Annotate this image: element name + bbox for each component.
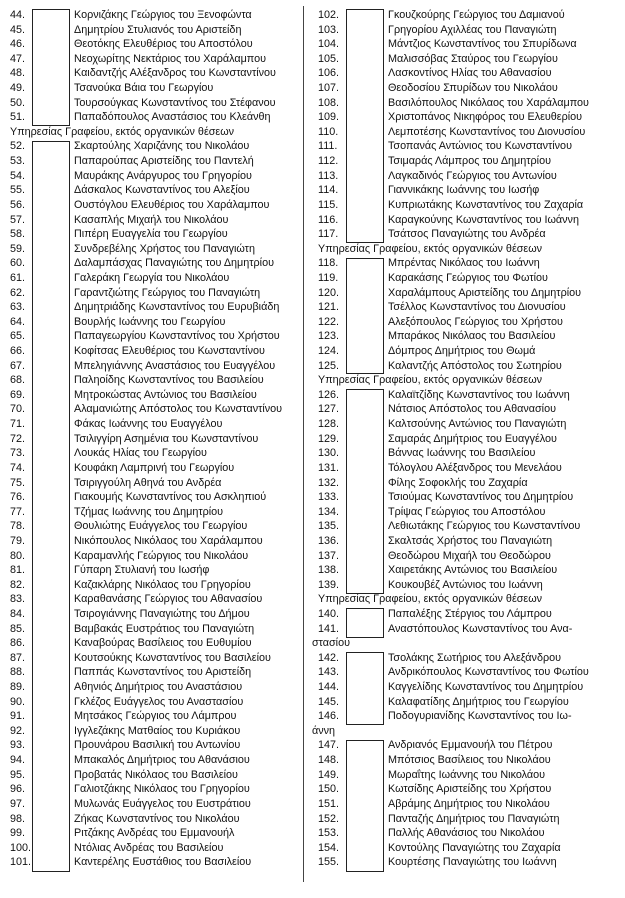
entry-number: 51.: [10, 111, 26, 124]
entry-name: Θεοδώρου Μιχαήλ του Θεοδώρου: [388, 549, 551, 562]
entry-number: 73.: [10, 447, 26, 460]
entry-name: Αβράμης Δημήτριος του Νικολάου: [388, 797, 550, 810]
entry-name: Γρηγορίου Αχιλλέας του Παναγιώτη: [388, 23, 557, 36]
entry-number: 76.: [10, 491, 26, 504]
entry-number: 155.: [318, 856, 340, 869]
entry-number: 85.: [10, 622, 26, 635]
entry-name: Γύπαρη Στυλιανή του Ιωσήφ: [74, 564, 210, 577]
entry-name: Θεοτόκης Ελευθέριος του Αποστόλου: [74, 38, 253, 51]
entry-name: Βάννας Ιωάννης του Βασιλείου: [388, 447, 536, 460]
entry-name: Κουκουβέζ Αντώνιος του Ιωάννη: [388, 578, 543, 591]
entry-name: Ανδρικόπουλος Κωνσταντίνος του Φωτίου: [388, 666, 589, 679]
entry-name: Γαλιοτζάκης Νικόλαος του Γρηγορίου: [74, 783, 250, 796]
section-header-text: Υπηρεσίας Γραφείου, εκτός οργανικών θέσεων: [318, 374, 543, 387]
entry-number: 122.: [318, 315, 340, 328]
entry-name: Νεοχωρίτης Νεκτάριος του Χαράλαμπου: [74, 52, 267, 65]
entry-name: Γαλεράκη Γεωργία του Νικολάου: [74, 271, 230, 284]
entry-number: 72.: [10, 432, 26, 445]
entry-number: 82.: [10, 578, 26, 591]
entry-number: 154.: [318, 841, 340, 854]
entry-name: Καλαϊτζίδης Κωνσταντίνος του Ιωάννη: [388, 388, 570, 401]
entry-number: 61.: [10, 271, 26, 284]
entry-number: 96.: [10, 783, 26, 796]
entry-number: 90.: [10, 695, 26, 708]
entry-number: 88.: [10, 666, 26, 679]
entry-number: 81.: [10, 564, 26, 577]
entry-name: Τσολάκης Σωτήριος του Αλεξάνδρου: [388, 651, 562, 664]
entry-name: Καναβούρας Βασίλειος του Ευθυμίου: [74, 637, 252, 650]
entry-name: Κυπριωτάκης Κωνσταντίνος του Ζαχαρία: [388, 198, 584, 211]
entry-number: 70.: [10, 403, 26, 416]
right-column: [310, 8, 625, 870]
entry-name: Νάτσιος Απόστολος του Αθανασίου: [388, 403, 556, 416]
entry-number: 150.: [318, 783, 340, 796]
entry-name: Ιγγλεζάκης Ματθαίος του Κυριάκου: [74, 724, 241, 737]
entry-number: 148.: [318, 754, 340, 767]
entry-number: 138.: [318, 564, 340, 577]
section-header: [310, 242, 625, 257]
entry-name: Γαραντζιώτης Γεώργιος του Παναγιώτη: [74, 286, 261, 299]
entry-number: 67.: [10, 359, 26, 372]
entry-number: 80.: [10, 549, 26, 562]
entry-name: Δάσκαλος Κωνσταντίνος του Αλεξίου: [74, 184, 250, 197]
entry-name: Τσιλιγγίρη Ασημένια του Κωνσταντίνου: [74, 432, 259, 445]
entry-number: 87.: [10, 651, 26, 664]
entry-number: 57.: [10, 213, 26, 226]
entry-number: 89.: [10, 681, 26, 694]
entry-name: Γιαννικάκης Ιωάννης του Ιωσήφ: [388, 184, 540, 197]
entry-number: 84.: [10, 607, 26, 620]
entry-number: 78.: [10, 520, 26, 533]
entry-name: Κοντούλης Παναγιώτης του Ζαχαρία: [388, 841, 561, 854]
entry-name: Τρίψας Γεώργιος του Αποστόλου: [388, 505, 546, 518]
entry-number: 113.: [318, 169, 339, 182]
entry-name: Τσιμαράς Λάμπρος του Δημητρίου: [388, 155, 551, 168]
entry-name: Χριστοπάνος Νικηφόρος του Ελευθερίου: [388, 111, 583, 124]
entry-name: Καλαφατίδης Δημήτριος του Γεωργίου: [388, 695, 569, 708]
entry-number: 92.: [10, 724, 26, 737]
entry-name: Πιπέρη Ευαγγελία του Γεωργίου: [74, 228, 228, 241]
entry-name: Μαυράκης Ανάργυρος του Γρηγορίου: [74, 169, 252, 182]
entry-number: 112.: [318, 155, 339, 168]
entry-number: 56.: [10, 198, 26, 211]
entry-name: Ριτζάκης Ανδρέας του Εμμανουήλ: [74, 827, 235, 840]
entry-number: 105.: [318, 52, 340, 65]
entry-number: 120.: [318, 286, 340, 299]
redaction-box: [346, 740, 384, 872]
entry-name: Θεοδοσίου Σπυρίδων του Νικολάου: [388, 82, 558, 95]
entry-name: Καντερέλης Ευστάθιος του Βασιλείου: [74, 856, 252, 869]
entry-name: Παπαγεωργίου Κωνσταντίνος του Χρήστου: [74, 330, 280, 343]
entry-number: 93.: [10, 739, 26, 752]
left-column: [0, 8, 303, 870]
entry-name: Κουρτέσης Παναγιώτης του Ιωάννη: [388, 856, 557, 869]
entry-name: Σκαρτούλης Χαριζάνης του Νικολάου: [74, 140, 250, 153]
entry-number: 44.: [10, 9, 26, 21]
entry-name: Λαγκαδινός Γεώργιος του Αντωνίου: [388, 169, 557, 182]
entry-name: Μπότσιος Βασίλειος του Νικολάου: [388, 754, 551, 767]
entry-number: 55.: [10, 184, 26, 197]
entry-name: Φίλης Σοφοκλής του Ζαχαρία: [388, 476, 528, 489]
entry-name: Καγγελίδης Κωνσταντίνος του Δημητρίου: [388, 681, 584, 694]
entry-name: Τσοπανάς Αντώνιος του Κωνσταντίνου: [388, 140, 572, 153]
entry-number: 77.: [10, 505, 26, 518]
entry-number: 69.: [10, 388, 26, 401]
entry-name: Παππάς Κωνσταντίνος του Αριστείδη: [74, 666, 252, 679]
entry-number: 95.: [10, 768, 26, 781]
entry-name: Δαλαμπάσχας Παναγιώτης του Δημητρίου: [74, 257, 274, 270]
section-header-text: Υπηρεσίας Γραφείου, εκτός οργανικών θέσεων: [318, 242, 543, 255]
entry-name: Θουλιώτης Ευάγγελος του Γεωργίου: [74, 520, 248, 533]
entry-number: 103.: [318, 23, 340, 36]
entry-number: 152.: [318, 812, 340, 825]
entry-number: 116.: [318, 213, 339, 226]
entry-number: 46.: [10, 38, 26, 51]
entry-number: 129.: [318, 432, 340, 445]
entry-number: 146.: [318, 710, 340, 723]
entry-number: 132.: [318, 476, 340, 489]
entry-name: Κουτσούκης Κωνσταντίνος του Βασιλείου: [74, 651, 271, 664]
entry-number: 141.: [318, 622, 340, 635]
entry-number: 83.: [10, 593, 26, 606]
entry-name: Μητροκώστας Αντώνιος του Βασιλείου: [74, 388, 257, 401]
name-continuation: [310, 724, 625, 739]
entry-name: Σκαλτσάς Χρήστος του Παναγιώτη: [388, 534, 553, 547]
entry-number: 97.: [10, 797, 26, 810]
entry-number: 98.: [10, 812, 26, 825]
entry-number: 128.: [318, 418, 340, 431]
entry-name: Φάκας Ιωάννης του Ευαγγέλου: [74, 418, 223, 431]
entry-name: Μπεληγιάννης Αναστάσιος του Ευαγγέλου: [74, 359, 276, 372]
entry-name: Ανδριανός Εμμανουήλ του Πέτρου: [388, 739, 553, 752]
entry-name: Βασιλόπουλος Νικόλαος του Χαράλαμπου: [388, 96, 589, 109]
entry-name: Χαραλάμπους Αριστείδης του Δημητρίου: [388, 286, 582, 299]
entry-number: 86.: [10, 637, 26, 650]
entry-name: Προυνάρου Βασιλική του Αντωνίου: [74, 739, 241, 752]
entry-number: 119.: [318, 271, 339, 284]
entry-name: Παπαρούπας Αριστείδης του Παντελή: [74, 155, 254, 168]
entry-number: 65.: [10, 330, 26, 343]
section-header-text: Υπηρεσίας Γραφείου, εκτός οργανικών θέσεων: [10, 125, 235, 138]
entry-name: Καραγκούνης Κωνσταντίνος του Ιωάννη: [388, 213, 579, 226]
entry-number: 110.: [318, 125, 339, 138]
entry-number: 123.: [318, 330, 340, 343]
entry-name: Τσάτσος Παναγιώτης του Ανδρέα: [388, 228, 546, 241]
entry-number: 144.: [318, 681, 340, 694]
entry-name: Καζακλάρης Νικόλαος του Γρηγορίου: [74, 578, 251, 591]
entry-number: 66.: [10, 345, 26, 358]
entry-number: 114.: [318, 184, 339, 197]
entry-number: 68.: [10, 374, 26, 387]
entry-name: Βαμβακάς Ευστράτιος του Παναγιώτη: [74, 622, 255, 635]
section-header: [310, 592, 625, 607]
entry-number: 48.: [10, 67, 26, 80]
entry-number: 133.: [318, 491, 340, 504]
entry-number: 53.: [10, 155, 26, 168]
entry-name: Λεθιωτάκης Γεώργιος του Κωνσταντίνου: [388, 520, 581, 533]
entry-name: Πανταζής Δημήτριος του Παναγιώτη: [388, 812, 560, 825]
entry-number: 124.: [318, 345, 340, 358]
entry-number: 54.: [10, 169, 26, 182]
entry-number: 49.: [10, 82, 26, 95]
entry-number: 106.: [318, 67, 340, 80]
entry-name: Αλαμανιώτης Απόστολος του Κωνσταντίνου: [74, 403, 283, 416]
entry-number: 142.: [318, 651, 340, 664]
redaction-box: [346, 258, 384, 375]
entry-number: 108.: [318, 96, 340, 109]
entry-number: 74.: [10, 461, 26, 474]
entry-name: Ντόλιας Ανδρέας του Βασιλείου: [74, 841, 224, 854]
entry-name: Καλτσούνης Αντώνιος του Παναγιώτη: [388, 418, 567, 431]
entry-number: 140.: [318, 607, 340, 620]
name-continuation: [310, 636, 625, 651]
entry-number: 147.: [318, 739, 340, 752]
entry-number: 60.: [10, 257, 26, 270]
entry-name: Γιακουμής Κωνσταντίνος του Ασκληπιού: [74, 491, 267, 504]
entry-number: 102.: [318, 9, 340, 21]
entry-number: 79.: [10, 534, 26, 547]
section-header: [0, 125, 303, 140]
entry-name: Ουστόγλου Ελευθέριος του Χαράλαμπου: [74, 198, 270, 211]
entry-number: 52.: [10, 140, 26, 153]
entry-name: Κορνιζάκης Γεώργιος του Ξενοφώντα: [74, 9, 252, 21]
entry-number: 130.: [318, 447, 340, 460]
redaction-box: [32, 9, 70, 126]
entry-number: 149.: [318, 768, 340, 781]
entry-name: Μπακαλός Δημήτριος του Αθανάσιου: [74, 754, 250, 767]
entry-name: Μάντζιος Κωνσταντίνος του Σπυρίδωνα: [388, 38, 577, 51]
entry-name: Λεμποτέσης Κωνσταντίνος του Διονυσίου: [388, 125, 586, 138]
entry-name: Παληοίδης Κωνσταντίνος του Βασιλείου: [74, 374, 264, 387]
entry-name: Ζήκας Κωνσταντίνος του Νικολάου: [74, 812, 240, 825]
redaction-box: [32, 141, 70, 872]
entry-number: 62.: [10, 286, 26, 299]
entry-name: Μωραΐτης Ιωάννης του Νικολάου: [388, 768, 546, 781]
entry-number: 117.: [318, 228, 339, 241]
entry-number: 135.: [318, 520, 340, 533]
entry-name: Λασκοντίνος Ηλίας του Αθανασίου: [388, 67, 552, 80]
entry-number: 109.: [318, 111, 340, 124]
entry-name: Καιδαντζής Αλέξανδρος του Κωνσταντίνου: [74, 67, 276, 80]
entry-number: 145.: [318, 695, 340, 708]
entry-name: Αθηνιός Δημήτριος του Αναστάσιου: [74, 681, 243, 694]
entry-name: Μπαράκος Νικόλαος του Βασιλείου: [388, 330, 556, 343]
section-header-text: Υπηρεσίας Γραφείου, εκτός οργανικών θέσεων: [318, 593, 543, 606]
entry-name: Τόλογλου Αλέξανδρος του Μενελάου: [388, 461, 562, 474]
entry-name: Λουκάς Ηλίας του Γεωργίου: [74, 447, 207, 460]
entry-name: Τσανούκα Βάια του Γεωργίου: [74, 82, 214, 95]
entry-number: 47.: [10, 52, 26, 65]
entry-number: 59.: [10, 242, 26, 255]
entry-name: Κωτσίδης Αριστείδης του Χρήστου: [388, 783, 552, 796]
entry-number: 136.: [318, 534, 340, 547]
entry-name: Μαλισσόβας Σταύρος του Γεωργίου: [388, 52, 558, 65]
entry-number: 50.: [10, 96, 26, 109]
entry-number: 100.: [10, 841, 32, 854]
entry-name: Τσιρογιάννης Παναγιώτης του Δήμου: [74, 607, 250, 620]
entry-name: Γκλέζος Ευάγγελος του Αναστασίου: [74, 695, 244, 708]
redaction-box: [346, 652, 384, 725]
entry-number: 143.: [318, 666, 340, 679]
entry-name: Γκουζκούρης Γεώργιος του Δαμιανού: [388, 9, 565, 21]
entry-number: 134.: [318, 505, 340, 518]
entry-name: Τουρσούγκας Κωνσταντίνος του Στέφανου: [74, 96, 276, 109]
entry-name: Κασαπλής Μιχαήλ του Νικολάου: [74, 213, 229, 226]
entry-number: 104.: [318, 38, 340, 51]
entry-name: Κουφάκη Λαμπρινή του Γεωργίου: [74, 461, 235, 474]
entry-name: Συνδρεβέλης Χρήστος του Παναγιώτη: [74, 242, 255, 255]
entry-number: 139.: [318, 578, 340, 591]
section-header: [310, 373, 625, 388]
entry-number: 125.: [318, 359, 340, 372]
entry-number: 45.: [10, 23, 26, 36]
entry-number: 75.: [10, 476, 26, 489]
entry-name: άννη: [312, 724, 336, 737]
entry-number: 64.: [10, 315, 26, 328]
entry-number: 126.: [318, 388, 340, 401]
entry-name: στασίου: [312, 637, 350, 650]
entry-name: Νικόπουλος Νικόλαος του Χαράλαμπου: [74, 534, 263, 547]
entry-name: Δημητρίου Στυλιανός του Αριστείδη: [74, 23, 242, 36]
entry-number: 121.: [318, 301, 340, 314]
entry-name: Προβατάς Νικόλαος του Βασιλείου: [74, 768, 238, 781]
entry-name: Τσιούμας Κωνσταντίνος του Δημητρίου: [388, 491, 574, 504]
entry-name: Μυλωνάς Ευάγγελος του Ευστράτιου: [74, 797, 251, 810]
entry-name: Ποδογυριανίδης Κωνσταντίνος του Ιω-: [388, 710, 572, 723]
entry-name: Αλεξόπουλος Γεώργιος του Χρήστου: [388, 315, 563, 328]
entry-number: 118.: [318, 257, 339, 270]
entry-name: Τσιριγγούλη Αθηνά του Ανδρέα: [74, 476, 222, 489]
redaction-box: [346, 608, 384, 637]
entry-number: 101.: [10, 856, 32, 869]
entry-number: 107.: [318, 82, 340, 95]
column-divider: [303, 6, 304, 882]
entry-number: 63.: [10, 301, 26, 314]
entry-name: Δημητριάδης Κωνσταντίνος του Ευρυβιάδη: [74, 301, 280, 314]
entry-number: 58.: [10, 228, 26, 241]
entry-number: 137.: [318, 549, 340, 562]
entry-name: Σαμαράς Δημήτριος του Ευαγγέλου: [388, 432, 557, 445]
entry-name: Κοφίτσας Ελευθέριος του Κωνσταντίνου: [74, 345, 265, 358]
entry-number: 151.: [318, 797, 340, 810]
entry-number: 131.: [318, 461, 340, 474]
entry-number: 91.: [10, 710, 26, 723]
entry-name: Παπαδόπουλος Αναστάσιος του Κλεάνθη: [74, 111, 271, 124]
entry-name: Χαιρετάκης Αντώνιος του Βασιλείου: [388, 564, 558, 577]
entry-number: 99.: [10, 827, 26, 840]
entry-name: Τσέλλος Κωνσταντίνος του Διονυσίου: [388, 301, 566, 314]
entry-name: Παλλής Αθανάσιος του Νικολάου: [388, 827, 545, 840]
entry-number: 127.: [318, 403, 340, 416]
entry-number: 115.: [318, 198, 339, 211]
entry-number: 111.: [318, 140, 338, 153]
redaction-box: [346, 9, 384, 243]
entry-number: 153.: [318, 827, 340, 840]
entry-name: Καρακάσης Γεώργιος του Φωτίου: [388, 271, 548, 284]
entry-name: Βουρλής Ιωάννης του Γεωργίου: [74, 315, 226, 328]
entry-name: Καλαντζής Απόστολος του Σωτηρίου: [388, 359, 562, 372]
entry-number: 94.: [10, 754, 26, 767]
redaction-box: [346, 389, 384, 594]
entry-name: Καραμανλής Γεώργιος του Νικολάου: [74, 549, 249, 562]
entry-name: Μητσάκος Γεώργιος του Λάμπρου: [74, 710, 237, 723]
entry-name: Καραθανάσης Γεώργιος του Αθανασίου: [74, 593, 263, 606]
entry-number: 71.: [10, 418, 26, 431]
entry-name: Παπαλέξης Στέργιος του Λάμπρου: [388, 607, 552, 620]
entry-name: Δόμπρος Δημήτριος του Θωμά: [388, 345, 536, 358]
entry-name: Μπρέντας Νικόλαος του Ιωάννη: [388, 257, 540, 270]
entry-name: Τζήμας Ιωάννης του Δημητρίου: [74, 505, 224, 518]
entry-name: Αναστόπουλος Κωνσταντίνος του Ανα-: [388, 622, 573, 635]
